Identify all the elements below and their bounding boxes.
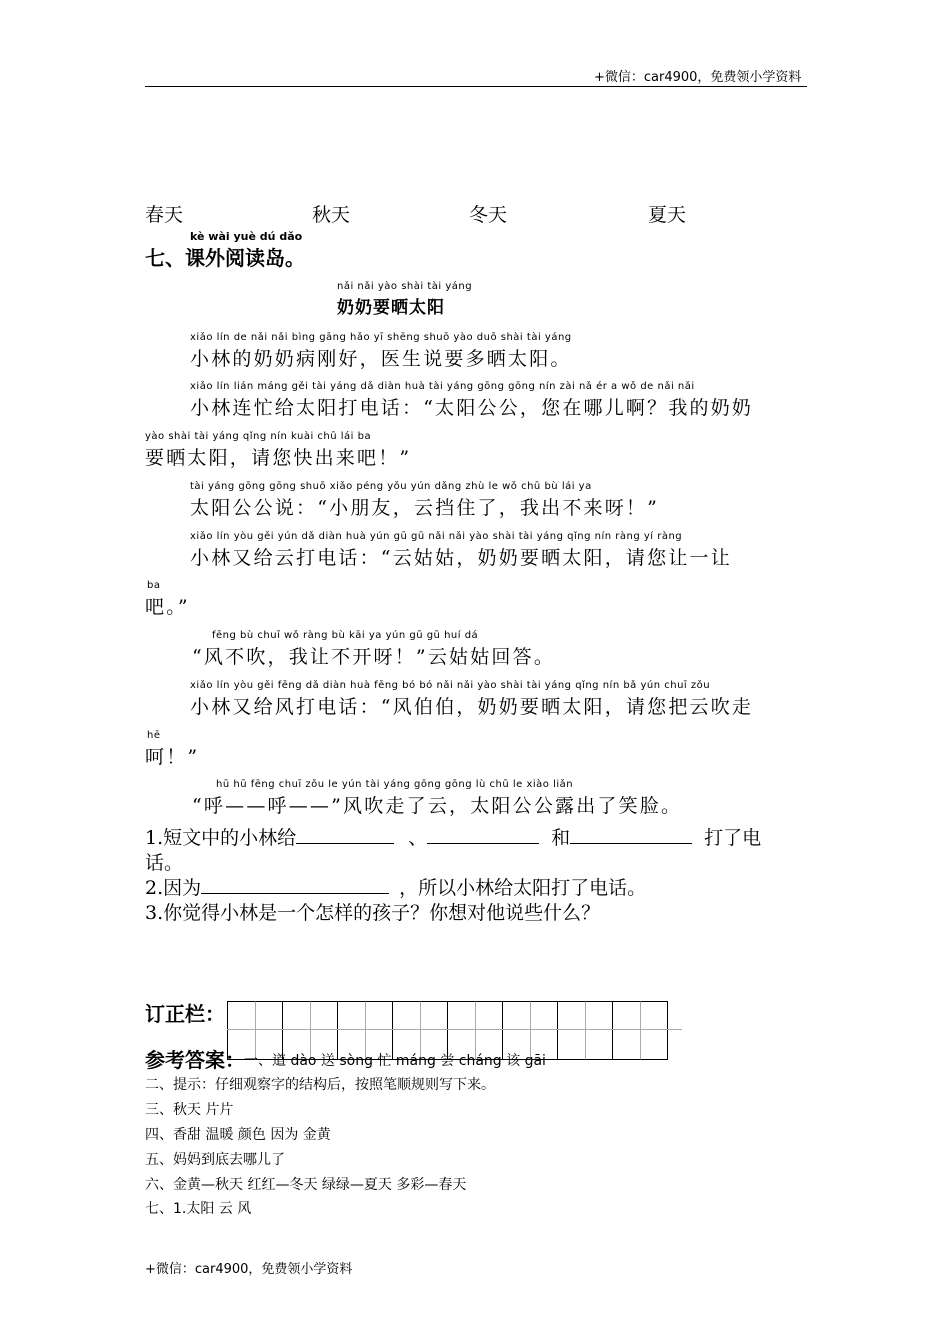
q1-text-e: 话。 xyxy=(145,852,184,874)
story-title-pinyin: nǎi nǎi yào shài tài yáng xyxy=(337,281,473,292)
q1-blank-2[interactable] xyxy=(427,825,539,844)
answer-line-3: 三、秋天 片片 xyxy=(145,1102,234,1118)
answer-line-1: 一、道 dào 送 sòng 忙 máng 尝 cháng 该 gāi xyxy=(244,1053,546,1069)
p6b-text: 呵！” xyxy=(145,746,200,768)
header-text: +微信：car4900，免费领小学资料 xyxy=(594,70,802,85)
p6-pinyin: xiǎo lín yòu gěi fēng dǎ diàn huà fēng bó bó nǎi nǎi yào shài tài yáng qǐng nín bǎ yún chuī zǒu xyxy=(190,680,711,691)
p2-text: 小林连忙给太阳打电话：“太阳公公，您在哪儿啊？我的奶奶 xyxy=(190,397,754,419)
q2-blank[interactable] xyxy=(201,875,389,894)
grid-cell[interactable] xyxy=(612,1001,640,1060)
p5-pinyin: fēng bù chuī wǒ ràng bù kāi ya yún gū gū huí dá xyxy=(212,630,479,641)
answers-label: 参考答案： xyxy=(145,1048,245,1072)
correction-label: 订正栏： xyxy=(145,1002,225,1026)
question-2 xyxy=(145,873,646,900)
p1-text: 小林的奶奶病刚好，医生说要多晒太阳。 xyxy=(190,348,572,370)
q2-text-a: 2.因为 xyxy=(145,877,202,899)
p2b-text: 要晒太阳，请您快出来吧！” xyxy=(145,447,412,469)
answer-line-4: 四、香甜 温暖 颜色 因为 金黄 xyxy=(145,1127,331,1143)
answer-line-6: 六、金黄—秋天 红红—冬天 绿绿—夏天 多彩—春天 xyxy=(145,1177,467,1193)
p7-text: “呼——呼——”风吹走了云，太阳公公露出了笑脸。 xyxy=(192,795,683,817)
season-summer: 夏天 xyxy=(648,204,687,226)
q1-text-d: 打了电 xyxy=(704,827,762,849)
p4b-text: 吧。” xyxy=(145,596,190,618)
p1-pinyin: xiǎo lín de nǎi nǎi bìng gāng hǎo yī shēng shuō yào duō shài tài yáng xyxy=(190,332,572,343)
header-rule xyxy=(145,86,807,87)
season-autumn: 秋天 xyxy=(312,204,351,226)
q1-blank-3[interactable] xyxy=(570,825,692,844)
season-spring: 春天 xyxy=(145,204,184,226)
question-3: 3.你觉得小林是一个怎样的孩子？你想对他说些什么？ xyxy=(145,902,601,924)
answer-line-7: 七、1.太阳 云 风 xyxy=(145,1201,252,1217)
grid-midline xyxy=(227,1029,682,1030)
p3-text: 太阳公公说：“小朋友，云挡住了，我出不来呀！” xyxy=(190,497,660,519)
p5-text: “风不吹，我让不开呀！”云姑姑回答。 xyxy=(192,646,556,668)
footer-text: +微信：car4900，免费领小学资料 xyxy=(145,1262,353,1277)
p6b-pinyin: hē xyxy=(147,730,161,741)
p3-pinyin: tài yáng gōng gōng shuō xiǎo péng yǒu yún dǎng zhù le wǒ chū bù lái ya xyxy=(190,481,592,492)
p2-pinyin: xiǎo lín lián máng gěi tài yáng dǎ diàn huà tài yáng gōng gōng nín zài nǎ ér a wǒ de nǎi nǎi xyxy=(190,381,695,392)
section7-heading: 七、课外阅读岛。 xyxy=(145,246,305,270)
grid-cell[interactable] xyxy=(557,1001,585,1060)
story-title: 奶奶要晒太阳 xyxy=(337,298,445,318)
grid-cell[interactable] xyxy=(640,1001,669,1060)
p7-pinyin: hū hū fēng chuī zǒu le yún tài yáng gōng gōng lù chū le xiào liǎn xyxy=(216,779,574,790)
q2-text-b: ，所以小林给太阳打了电话。 xyxy=(399,877,647,899)
q1-text-a: 1.短文中的小林给 xyxy=(145,827,297,849)
section7-pinyin: kè wài yuè dú dǎo xyxy=(190,230,303,243)
answer-line-5: 五、妈妈到底去哪儿了 xyxy=(145,1152,285,1168)
answer-line-2: 二、提示：仔细观察字的结构后，按照笔顺规则写下来。 xyxy=(145,1077,495,1093)
q1-text-b: 、 xyxy=(408,827,428,849)
q1-text-c: 和 xyxy=(551,827,571,849)
question-1 xyxy=(145,823,761,850)
p4-text: 小林又给云打电话：“云姑姑，奶奶要晒太阳，请您让一让 xyxy=(190,547,732,569)
q1-blank-1[interactable] xyxy=(296,825,394,844)
p4b-pinyin: ba xyxy=(147,580,161,591)
grid-cell[interactable] xyxy=(585,1001,613,1060)
p2b-pinyin: yào shài tài yáng qǐng nín kuài chū lái ba xyxy=(145,431,372,442)
p4-pinyin: xiǎo lín yòu gěi yún dǎ diàn huà yún gū gū nǎi nǎi yào shài tài yáng qǐng nín ràng yí ràng xyxy=(190,531,683,542)
p6-text: 小林又给风打电话：“风伯伯，奶奶要晒太阳，请您把云吹走 xyxy=(190,696,754,718)
season-winter: 冬天 xyxy=(469,204,508,226)
